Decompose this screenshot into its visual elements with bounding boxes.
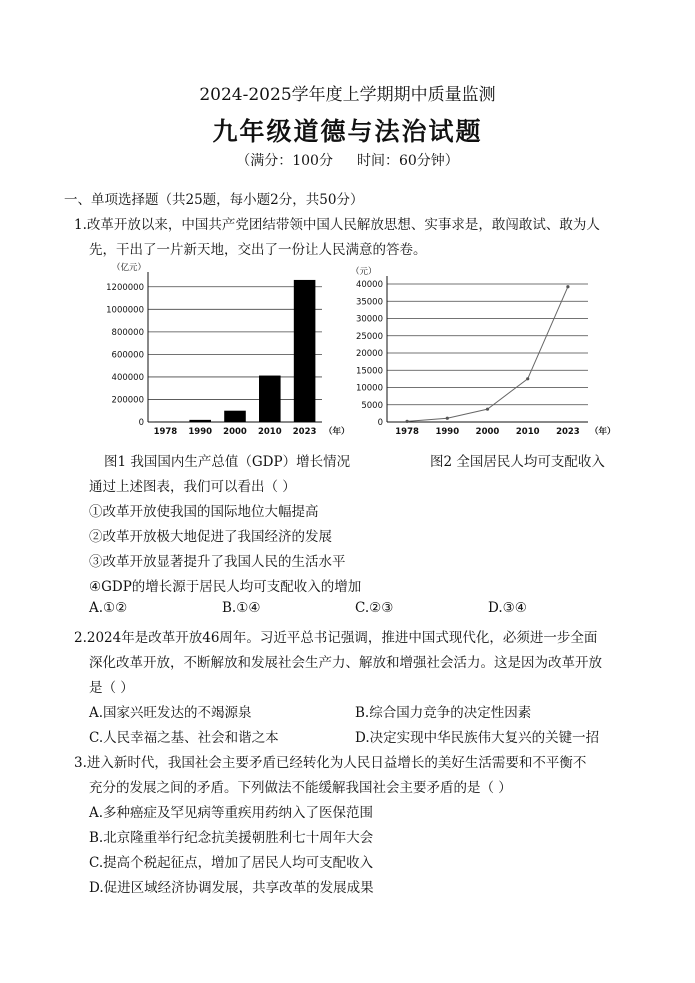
q1-stem-line1: 1.改革开放以来，中国共产党团结带领中国人民解放思想、实事求是，敢闯敢试、敢为人 — [74, 217, 600, 233]
bar — [189, 420, 211, 422]
data-point — [446, 417, 449, 420]
x-tick-label: 2010 — [257, 427, 282, 437]
data-point — [566, 285, 569, 288]
q1-option-a[interactable]: A.①② — [89, 600, 128, 616]
y-axis-label: （元） — [351, 267, 377, 277]
q1-item-4: ④GDP的增长源于居民人均可支配收入的增加 — [89, 579, 362, 595]
y-tick-label: 15000 — [355, 366, 383, 377]
q1-stem-line2: 先，干出了一片新天地，交出了一份让人民满意的答卷。 — [89, 242, 427, 258]
q3-option-d[interactable]: D.促进区域经济协调发展，共享改革的发展成果 — [89, 880, 374, 896]
exam-info — [0, 150, 695, 170]
y-tick-label: 20000 — [355, 349, 383, 359]
x-tick-label: 2000 — [223, 427, 247, 437]
y-tick-label: 35000 — [355, 297, 383, 308]
data-point — [486, 408, 489, 411]
exam-time: 时间：60分钟） — [356, 153, 459, 169]
income-line-chart — [345, 262, 616, 442]
figure2-caption: 图2 全国居民人均可支配收入 — [430, 454, 605, 470]
q3-stem-line1: 3.进入新时代，我国社会主要矛盾已经转化为人民日益增长的美好生活需要和不平衡不 — [74, 755, 587, 771]
data-point — [526, 377, 529, 380]
figure1-caption: 图1 我国国内生产总值（GDP）增长情况 — [104, 454, 351, 470]
x-axis-label: （年） — [324, 427, 350, 437]
x-tick-label: 1978 — [395, 427, 419, 437]
y-tick-label: 40000 — [355, 280, 383, 290]
y-tick-label: 1000000 — [106, 305, 144, 316]
x-tick-label: 1978 — [153, 427, 178, 437]
bar — [259, 376, 281, 422]
q2-stem-line1: 2.2024年是改革开放46周年。习近平总书记强调，推进中国式现代化，必须进一步全面 — [74, 630, 598, 646]
full-score: （满分：100分 — [236, 153, 333, 169]
q3-option-a[interactable]: A.多种癌症及罕见病等重疾用药纳入了医保范围 — [89, 805, 374, 821]
y-tick-label: 10000 — [355, 383, 383, 394]
y-axis-label: （亿元） — [112, 263, 147, 273]
x-tick-label: 2023 — [292, 427, 317, 437]
q2-option-d[interactable]: D.决定实现中华民族伟大复兴的关键一招 — [355, 730, 600, 746]
y-tick-label: 0 — [377, 418, 383, 428]
x-tick-label: 2010 — [515, 427, 540, 437]
exam-term-title: 2024-2025学年度上学期期中质量监测 — [199, 85, 496, 105]
series-line — [407, 287, 568, 422]
q2-stem-line3: 是（ ） — [89, 680, 134, 696]
bar — [294, 280, 316, 422]
q3-option-c[interactable]: C.提高个税起征点，增加了居民人均可支配收入 — [89, 855, 374, 871]
y-tick-label: 1200000 — [106, 282, 144, 293]
q1-option-d[interactable]: D.③④ — [488, 600, 527, 616]
q3-stem-line2: 充分的发展之间的矛盾。下列做法不能缓解我国社会主要矛盾的是（ ） — [89, 780, 512, 796]
q1-item-1: ①改革开放使我国的国际地位大幅提高 — [89, 504, 319, 520]
y-tick-label: 0 — [138, 418, 144, 428]
x-tick-label: 1990 — [435, 427, 460, 437]
q2-option-c[interactable]: C.人民幸福之基、社会和谐之本 — [89, 730, 279, 746]
q1-option-c[interactable]: C.②③ — [355, 600, 394, 616]
q1-item-2: ②改革开放极大地促进了我国经济的发展 — [89, 529, 332, 545]
bar — [224, 411, 246, 422]
q2-stem-line2: 深化改革开放，不断解放和发展社会生产力、解放和增强社会活力。这是因为改革开放 — [89, 655, 602, 671]
q1-item-3: ③改革开放显著提升了我国人民的生活水平 — [89, 554, 346, 570]
x-tick-label: 2023 — [556, 427, 580, 437]
data-point — [406, 420, 409, 423]
y-tick-label: 25000 — [355, 331, 383, 342]
y-tick-label: 800000 — [111, 327, 144, 338]
q1-prompt: 通过上述图表，我们可以看出（ ） — [89, 479, 296, 495]
x-axis-label: （年） — [590, 427, 616, 437]
exam-title: 九年级道德与法治试题 — [212, 117, 483, 146]
x-tick-label: 1990 — [188, 427, 213, 437]
y-tick-label: 5000 — [361, 400, 383, 411]
section-heading: 一、单项选择题（共25题，每小题2分，共50分） — [64, 192, 364, 208]
q1-option-b[interactable]: B.①④ — [222, 600, 261, 616]
y-tick-label: 400000 — [111, 372, 144, 383]
q2-option-b[interactable]: B.综合国力竞争的决定性因素 — [355, 705, 532, 721]
y-tick-label: 600000 — [111, 350, 144, 361]
gdp-bar-chart — [100, 262, 350, 442]
x-tick-label: 2000 — [475, 427, 500, 437]
q2-option-a[interactable]: A.国家兴旺发达的不竭源泉 — [89, 705, 252, 721]
q3-option-b[interactable]: B.北京隆重举行纪念抗美援朝胜利七十周年大会 — [89, 830, 374, 846]
y-tick-label: 30000 — [355, 314, 383, 325]
y-tick-label: 200000 — [111, 395, 144, 406]
